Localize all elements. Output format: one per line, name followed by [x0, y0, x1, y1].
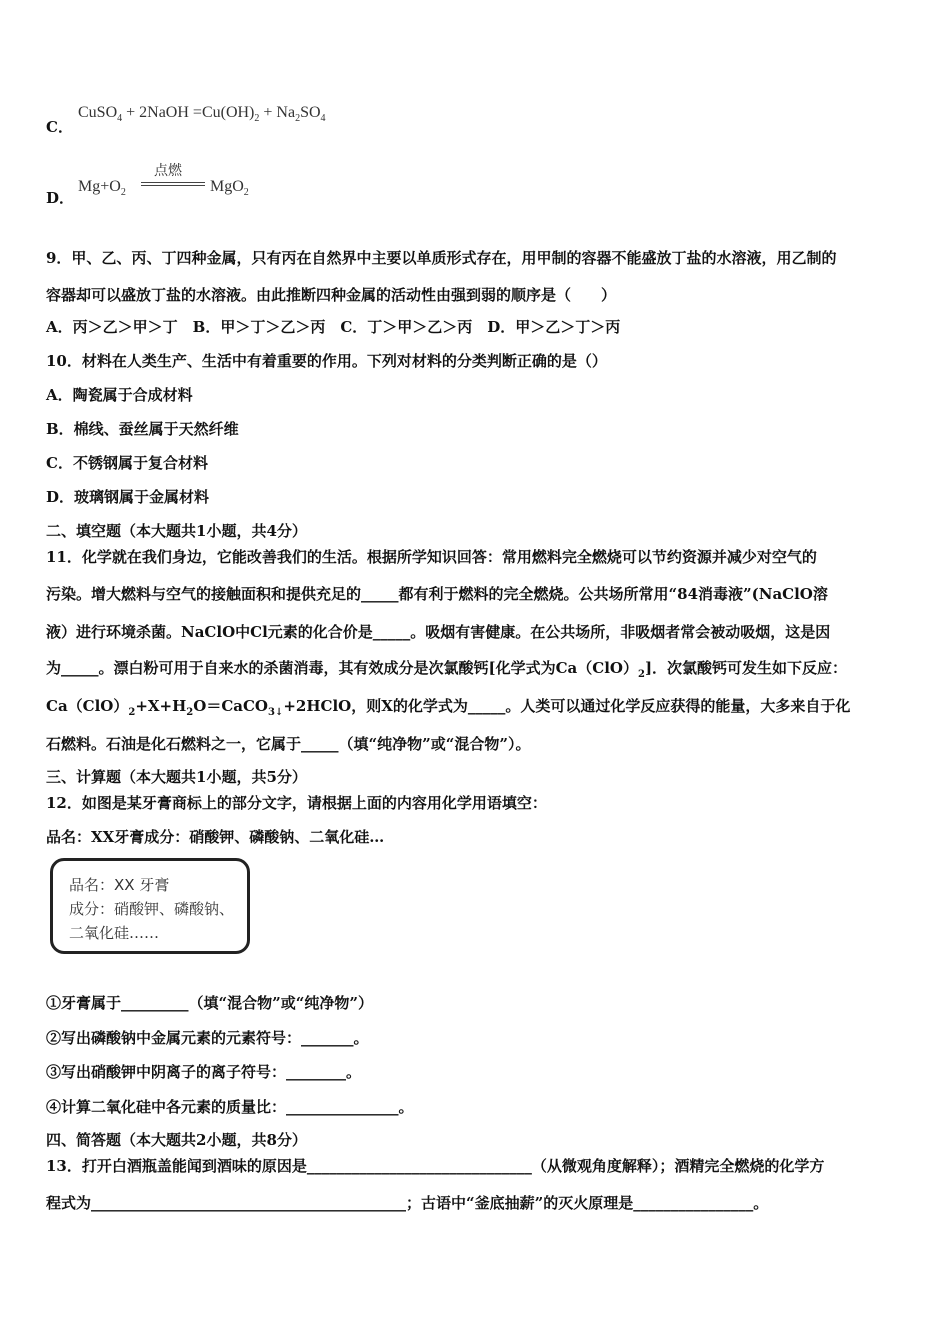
q12-stem: 12．如图是某牙膏商标上的部分文字，请根据上面的内容用化学用语填空： [46, 794, 547, 812]
option-d-label: D． [46, 189, 75, 207]
q10-option-a: A．陶瓷属于合成材料 [46, 386, 193, 404]
q10-option-d: D．玻璃钢属于金属材料 [46, 488, 210, 506]
q12-sub2: ②写出磷酸钠中金属元素的元素符号：_______。 [46, 1029, 369, 1047]
q12-sub4: ④计算二氧化硅中各元素的质量比：_______________。 [46, 1098, 414, 1116]
q13-line2: 程式为__________________________________________；古语中“釜底抽薪”的灭火原理是________________。 [46, 1194, 769, 1212]
section-2-heading: 二、填空题（本大题共1小题，共4分） [46, 522, 307, 540]
q13-line1: 13．打开白酒瓶盖能闻到酒味的原因是______________________________（从微观角度解释）；酒精完全燃烧的化学方 [46, 1157, 825, 1175]
section-4-heading: 四、简答题（本大题共2小题，共8分） [46, 1131, 307, 1149]
option-d-reactants: $Mg+O_2$ [78, 178, 126, 199]
option-d-condition: 点燃 [154, 163, 182, 179]
q10-option-b: B．棉线、蚕丝属于天然纤维 [46, 420, 239, 438]
q11-line6: 石燃料。石油是化石燃料之一，它属于_____（填“纯净物”或“混合物”）。 [46, 735, 531, 753]
q11-line1: 11．化学就在我们身边，它能改善我们的生活。根据所学知识回答：常用燃料完全燃烧可以节约资源并减少对空气的 [46, 548, 817, 566]
q11-line2: 污染。增大燃料与空气的接触面积和提供充足的_____都有利于燃料的完全燃烧。公共场所常用“84消毒液”(NaClO溶 [46, 585, 828, 603]
label-line-1: 品名：XX 牙膏 [69, 876, 170, 894]
option-c-equation: CuSO$_4$ + 2NaOH $=Cu(OH)_2 + Na_2SO_4$ [78, 104, 326, 125]
option-d-products: MgO$_2$ [210, 178, 249, 199]
label-line-2: 成分：硝酸钾、磷酸钠、 [69, 900, 235, 918]
q9-options: A．丙＞乙＞甲＞丁 B．甲＞丁＞乙＞丙 C．丁＞甲＞乙＞丙 D．甲＞乙＞丁＞丙 [46, 318, 621, 336]
equation-bar-top [141, 182, 205, 183]
section-3-heading: 三、计算题（本大题共1小题，共5分） [46, 768, 307, 786]
q10-stem: 10．材料在人类生产、生活中有着重要的作用。下列对材料的分类判断正确的是（） [46, 352, 607, 370]
q11-line3: 液）进行环境杀菌。NaClO中Cl元素的化合价是_____。吸烟有害健康。在公共场所，非吸烟者常会被动吸烟，这是因 [46, 623, 831, 641]
equation-bar-bottom [141, 185, 205, 186]
q11-line4: 为_____。漂白粉可用于自来水的杀菌消毒，其有效成分是次氯酸钙[化学式为$Ca(ClO)_2$]．次氯酸钙可发生如下反应： [46, 659, 848, 680]
label-line-3: 二氧化硅…… [69, 924, 160, 942]
q9-line2: 容器却可以盛放丁盐的水溶液。由此推断四种金属的活动性由强到弱的顺序是（ ） [46, 286, 617, 304]
q10-option-c: C．不锈钢属于复合材料 [46, 454, 208, 472]
q12-sub3: ③写出硝酸钾中阴离子的离子符号：________。 [46, 1063, 362, 1081]
q11-line5: $Ca(ClO)_2+X+H_2O=CaCO_{3↓}+2HClO$，则X的化学式为_____。人类可以通过化学反应获得的能量，大多来自于化 [46, 697, 851, 718]
q12-product-text: 品名：XX牙膏成分：硝酸钾、磷酸钠、二氧化硅… [46, 828, 385, 846]
option-c-label: C． [46, 118, 73, 136]
toothpaste-label-image [50, 858, 250, 954]
q9-line1: 9．甲、乙、丙、丁四种金属，只有丙在自然界中主要以单质形式存在，用甲制的容器不能盛放丁盐的水溶液，用乙制的 [46, 249, 837, 267]
q12-sub1: ①牙膏属于_________（填“混合物”或“纯净物”） [46, 994, 374, 1012]
